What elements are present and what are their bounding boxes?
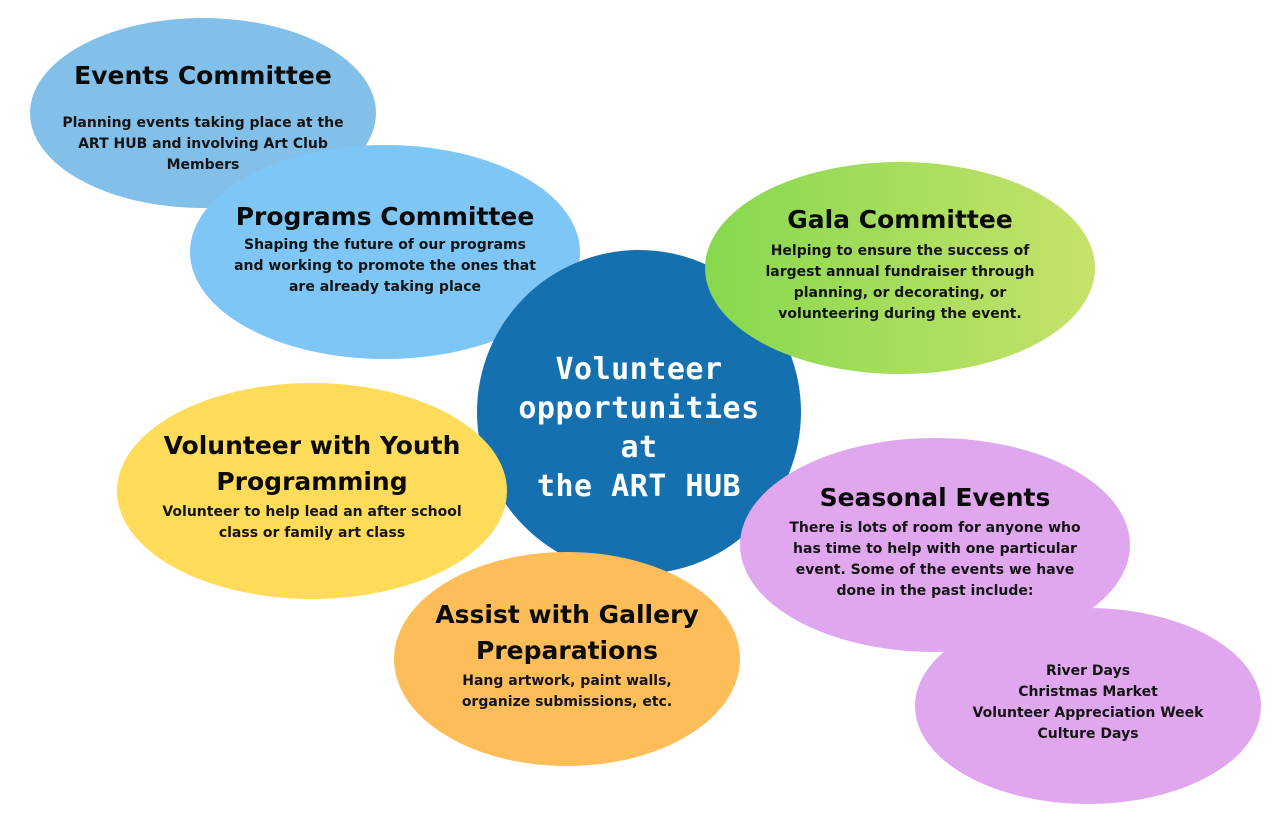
seasonal-event-item: Volunteer Appreciation Week <box>972 705 1204 721</box>
seasonal-events-title: Seasonal Events <box>819 483 1051 512</box>
programs-committee-description: Shaping the future of our programs and working to promote the ones that are already taking place <box>234 237 536 295</box>
youth-programming-title-line-2: Programming <box>216 467 408 496</box>
center-title-line-2: opportunities at <box>518 391 760 465</box>
seasonal-event-item: River Days <box>1045 663 1131 679</box>
youth-programming-description: Volunteer to help lead an after school class or family art class <box>162 504 462 541</box>
programs-committee-title: Programs Committee <box>235 202 535 231</box>
center-title-line-1: Volunteer <box>555 352 723 387</box>
youth-programming-title-line-1: Volunteer with Youth <box>163 431 461 460</box>
events-committee-description: Planning events taking place at the ART HUB and involving Art Club Members <box>62 115 344 173</box>
center-title <box>497 350 781 506</box>
gala-committee-title: Gala Committee <box>787 205 1013 234</box>
youth-programming-title <box>117 428 507 500</box>
gallery-preparations-description-line-1: Hang artwork, paint walls, <box>462 673 672 689</box>
seasonal-events-description: There is lots of room for anyone who has time to help with one particular event. Some of the events we have done in the past include: <box>789 520 1081 599</box>
gallery-preparations-title <box>394 597 740 669</box>
events-committee-title: Events Committee <box>74 61 332 90</box>
seasonal-events-list-bubble <box>915 608 1261 804</box>
youth-programming-bubble <box>117 383 507 599</box>
center-title-line-3: the ART HUB <box>536 469 742 504</box>
gallery-preparations-bubble <box>394 552 740 766</box>
gala-committee-description: Helping to ensure the success of largest annual fundraiser through planning, or decorating, or volunteering during the event. <box>765 243 1035 322</box>
seasonal-event-item: Christmas Market <box>1018 684 1158 700</box>
seasonal-event-item: Culture Days <box>1037 726 1139 742</box>
gala-committee-bubble <box>705 162 1095 374</box>
gallery-preparations-description-line-2: organize submissions, etc. <box>461 694 673 710</box>
gallery-preparations-description <box>414 671 720 713</box>
gallery-preparations-title-line-2: Preparations <box>476 636 658 665</box>
gallery-preparations-title-line-1: Assist with Gallery <box>435 600 699 629</box>
seasonal-events-list <box>935 661 1241 745</box>
